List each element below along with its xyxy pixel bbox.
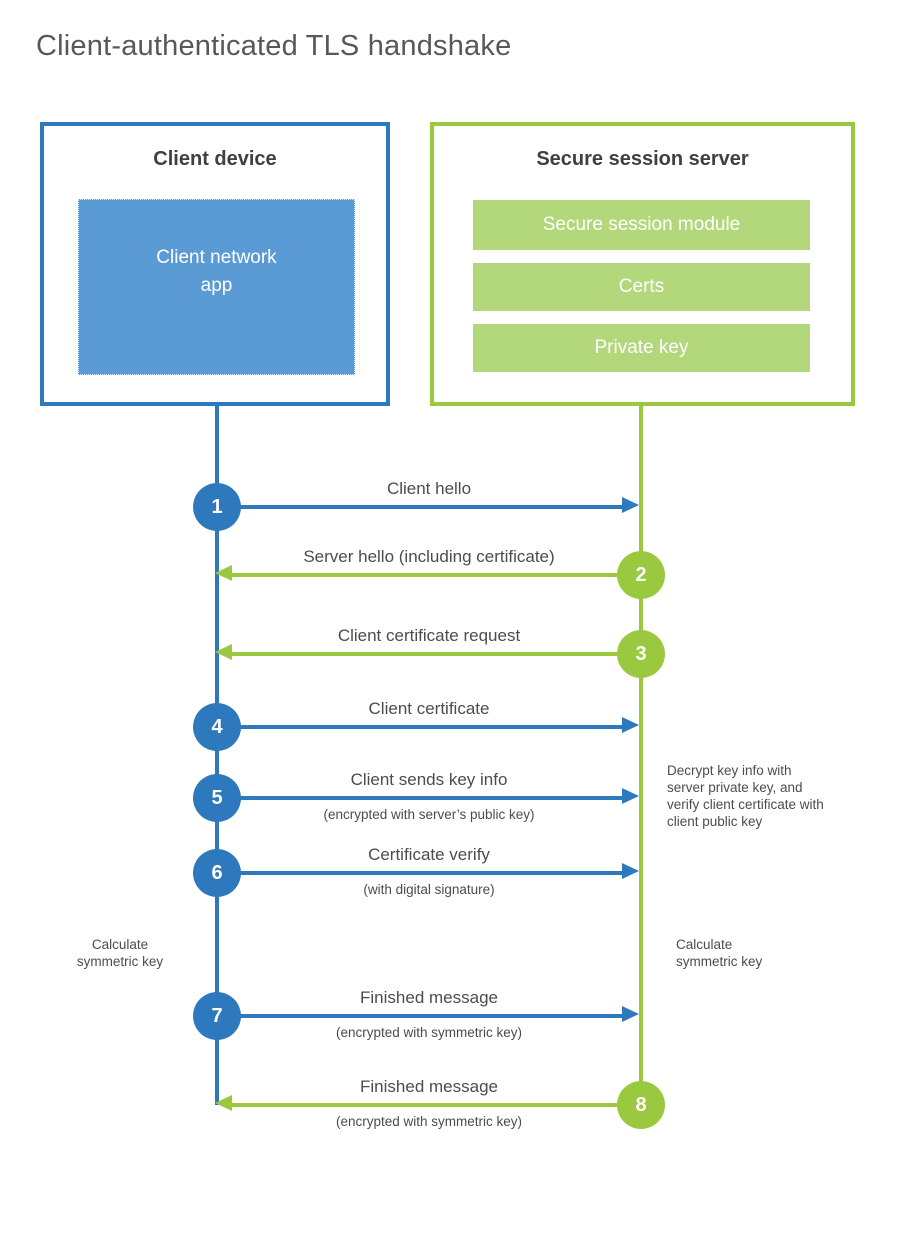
note-decrypt-key-info: Decrypt key info with server private key, and verify client certificate with client public key [667,763,824,829]
note-calculate-symmetric-key-client: Calculate symmetric key [76,937,164,969]
server-module-private-key: Private key [473,324,810,372]
note-calculate-symmetric-key-server: Calculate symmetric key [676,937,763,969]
message-label: Certificate verify [368,845,490,864]
arrowhead-right-icon [622,1006,639,1022]
message-arrow [238,1014,624,1018]
page-title: Client-authenticated TLS handshake [36,30,512,62]
message-label: Finished message [360,1077,498,1096]
arrowhead-left-icon [215,1095,232,1111]
step-number: 1 [211,495,223,518]
message-label: Client certificate request [337,626,521,645]
arrowhead-right-icon [622,717,639,733]
message-sublabel: (encrypted with symmetric key) [335,1114,523,1129]
step-number: 6 [211,861,223,884]
message-label: Client certificate [368,699,490,718]
message-label: Client hello [386,479,472,498]
message-sublabel: (with digital signature) [363,882,495,897]
message-sublabel: (encrypted with symmetric key) [335,1025,523,1040]
message-arrow [238,505,624,509]
message-arrow [238,725,624,729]
message-label: Client sends key info [350,770,508,789]
message-arrow [231,652,623,656]
arrowhead-right-icon [622,497,639,513]
step-number: 8 [635,1093,647,1116]
arrowhead-right-icon [622,863,639,879]
server-module-certs: Certs [473,263,810,311]
step-number: 5 [211,786,223,809]
client-network-app-label: Client network app [156,247,277,296]
arrowhead-left-icon [215,644,232,660]
message-arrow [231,573,623,577]
message-arrow [238,796,624,800]
server-module-secure-session: Secure session module [473,200,810,250]
step-number: 2 [635,563,647,586]
message-sublabel: (encrypted with server’s public key) [323,807,535,822]
message-arrow [238,871,624,875]
step-number: 3 [635,642,647,665]
arrowhead-left-icon [215,565,232,581]
client-device-title: Client device [153,148,277,170]
step-number: 4 [211,715,223,738]
server-title: Secure session server [536,148,749,170]
message-arrow [231,1103,623,1107]
arrowhead-right-icon [622,788,639,804]
message-label: Server hello (including certificate) [303,547,555,566]
step-number: 7 [211,1004,223,1027]
client-network-app-box [78,199,355,375]
message-label: Finished message [360,988,498,1007]
